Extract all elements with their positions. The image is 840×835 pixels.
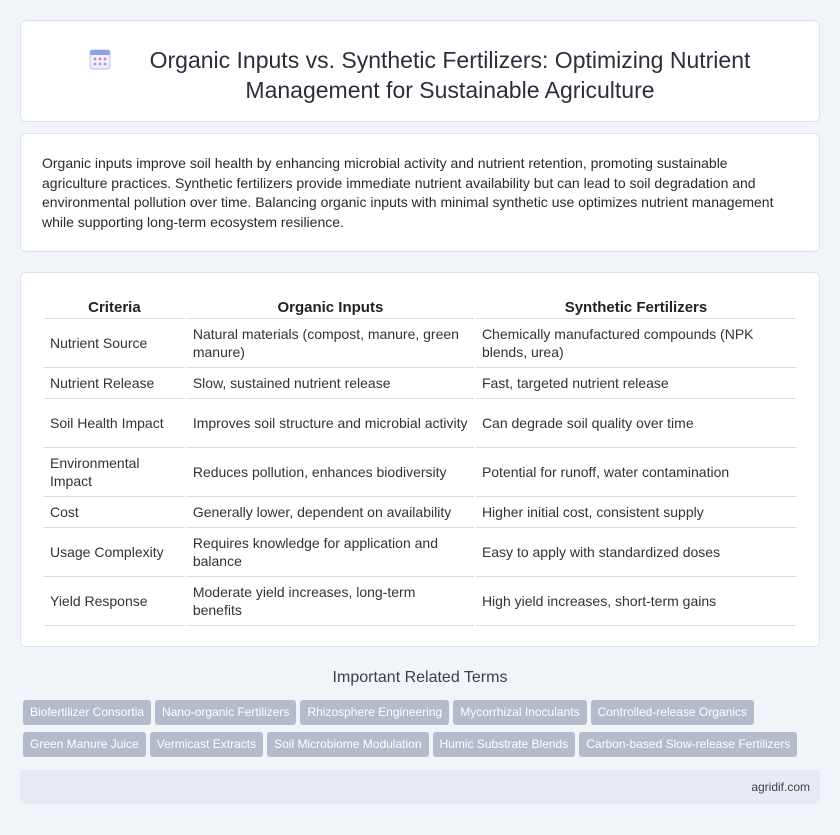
related-term-tag[interactable]: Mycorrhizal Inoculants <box>453 700 586 725</box>
related-term-tag[interactable]: Carbon-based Slow-release Fertilizers <box>579 732 797 757</box>
page-title: Organic Inputs vs. Synthetic Fertilizers: Optimizing Nutrient Management for Sustainable Agriculture <box>149 47 751 103</box>
related-terms-list <box>23 700 823 764</box>
synthetic-cell: Potential for runoff, water contamination <box>476 448 796 497</box>
organic-cell: Generally lower, dependent on availability <box>187 497 474 528</box>
comparison-table <box>42 295 798 626</box>
table-row <box>44 399 796 448</box>
header-criteria: Criteria <box>44 295 185 319</box>
footer-bar <box>20 770 820 804</box>
header-organic-inputs: Organic Inputs <box>187 295 474 319</box>
tag-row <box>23 732 823 764</box>
criteria-cell: Yield Response <box>44 577 185 626</box>
organic-cell: Reduces pollution, enhances biodiversity <box>187 448 474 497</box>
summary-paragraph: Organic inputs improve soil health by enhancing microbial activity and nutrient retention, promoting sustainable agriculture practices. Synthetic fertilizers provide immediate nutrient availability but can lead to soil degradation and environmental pollution over time. Balancing organic inputs with minimal synthetic use optimizes nutrient management while supporting long-term ecosystem resilience. <box>42 155 774 230</box>
synthetic-cell: Fast, targeted nutrient release <box>476 368 796 399</box>
title-card <box>20 20 820 122</box>
related-term-tag[interactable]: Humic Substrate Blends <box>433 732 576 757</box>
table-row <box>44 368 796 399</box>
tag-row <box>23 700 823 732</box>
synthetic-cell: Easy to apply with standardized doses <box>476 528 796 577</box>
related-terms-heading: Important Related Terms <box>332 669 508 686</box>
table-row <box>44 448 796 497</box>
related-term-tag[interactable]: Nano-organic Fertilizers <box>155 700 296 725</box>
synthetic-cell: Can degrade soil quality over time <box>476 399 796 448</box>
synthetic-cell: High yield increases, short-term gains <box>476 577 796 626</box>
table-row <box>44 577 796 626</box>
table-header-row <box>44 295 796 319</box>
organic-cell: Slow, sustained nutrient release <box>187 368 474 399</box>
organic-cell: Requires knowledge for application and balance <box>187 528 474 577</box>
header-synthetic-fertilizers: Synthetic Fertilizers <box>476 295 796 319</box>
table-row <box>44 497 796 528</box>
criteria-cell: Soil Health Impact <box>44 399 185 448</box>
organic-cell: Natural materials (compost, manure, green manure) <box>187 319 474 368</box>
footer-site-link[interactable]: agridif.com <box>751 780 810 794</box>
related-term-tag[interactable]: Soil Microbiome Modulation <box>267 732 428 757</box>
calendar-icon <box>89 48 111 70</box>
criteria-cell: Cost <box>44 497 185 528</box>
related-term-tag[interactable]: Controlled-release Organics <box>591 700 754 725</box>
synthetic-cell: Chemically manufactured compounds (NPK blends, urea) <box>476 319 796 368</box>
related-term-tag[interactable]: Rhizosphere Engineering <box>300 700 449 725</box>
synthetic-cell: Higher initial cost, consistent supply <box>476 497 796 528</box>
criteria-cell: Usage Complexity <box>44 528 185 577</box>
organic-cell: Moderate yield increases, long-term benefits <box>187 577 474 626</box>
comparison-table-card <box>20 272 820 647</box>
related-term-tag[interactable]: Green Manure Juice <box>23 732 146 757</box>
organic-cell: Improves soil structure and microbial activity <box>187 399 474 448</box>
related-term-tag[interactable]: Vermicast Extracts <box>150 732 263 757</box>
related-term-tag[interactable]: Biofertilizer Consortia <box>23 700 151 725</box>
criteria-cell: Nutrient Release <box>44 368 185 399</box>
table-row <box>44 528 796 577</box>
criteria-cell: Environmental Impact <box>44 448 185 497</box>
criteria-cell: Nutrient Source <box>44 319 185 368</box>
table-row <box>44 319 796 368</box>
summary-card <box>20 133 820 252</box>
